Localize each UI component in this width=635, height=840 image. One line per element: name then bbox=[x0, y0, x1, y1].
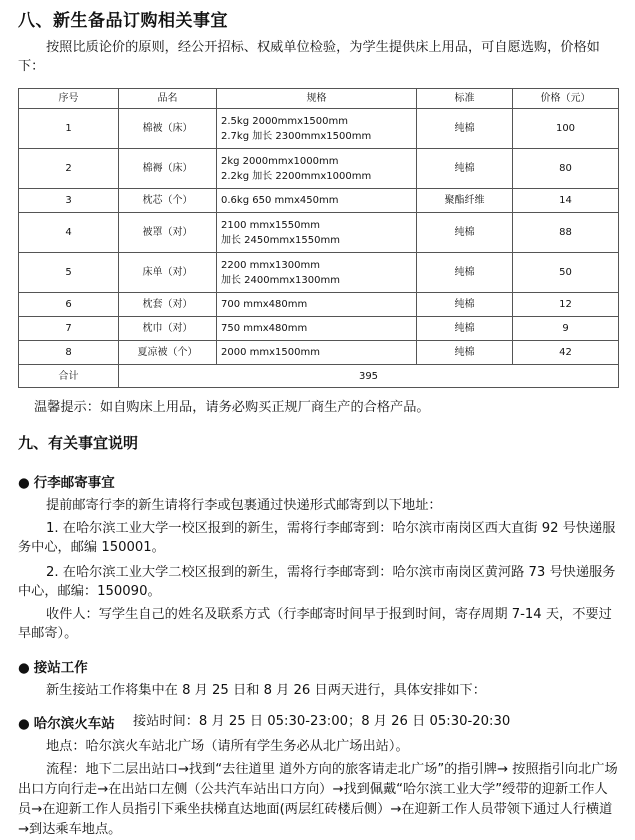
section-8-title: 八、新生备品订购相关事宜 bbox=[18, 11, 228, 31]
row-price: 12 bbox=[513, 293, 619, 317]
table-row bbox=[19, 189, 619, 213]
luggage-campus-2: 2. 在哈尔滨工业大学二校区报到的新生，需将行李邮寄到：哈尔滨市南岗区黄河路 73 号快递服务中心，邮编：150090。 bbox=[18, 565, 616, 599]
row-name: 被罩（对） bbox=[119, 213, 217, 253]
row-spec: 2100 mmx1550mm 加长 2450mmx1550mm bbox=[217, 213, 417, 253]
tip-text: 温馨提示：如自购床上用品，请务必购买正规厂商生产的合格产品。 bbox=[34, 400, 430, 415]
bullet-icon: ● bbox=[18, 475, 30, 491]
row-price: 100 bbox=[513, 109, 619, 149]
total-label: 合计 bbox=[19, 365, 119, 388]
row-price: 88 bbox=[513, 213, 619, 253]
header-no: 序号 bbox=[19, 89, 119, 109]
row-name: 枕套（对） bbox=[119, 293, 217, 317]
header-spec: 规格 bbox=[217, 89, 417, 109]
row-spec: 2000 mmx1500mm bbox=[217, 341, 417, 365]
row-no: 2 bbox=[19, 149, 119, 189]
row-no: 7 bbox=[19, 317, 119, 341]
table-header-row bbox=[19, 89, 619, 109]
goods-table bbox=[18, 88, 619, 388]
row-no: 3 bbox=[19, 189, 119, 213]
row-no: 6 bbox=[19, 293, 119, 317]
row-no: 8 bbox=[19, 341, 119, 365]
row-price: 9 bbox=[513, 317, 619, 341]
row-standard: 纯棉 bbox=[417, 341, 513, 365]
row-spec: 2200 mmx1300mm 加长 2400mmx1300mm bbox=[217, 253, 417, 293]
station-heading: ● 哈尔滨火车站 bbox=[18, 716, 115, 732]
row-name: 床单（对） bbox=[119, 253, 217, 293]
table-row bbox=[19, 253, 619, 293]
station-time: 接站时间：8 月 25 日 05:30-23:00；8 月 26 日 05:30-20:30 bbox=[133, 714, 511, 729]
table-row bbox=[19, 293, 619, 317]
luggage-heading: ● 行李邮寄事宜 bbox=[18, 475, 115, 491]
row-name: 棉被（床） bbox=[119, 109, 217, 149]
row-spec: 2.5kg 2000mmx1500mm 2.7kg 加长 2300mmx1500mm bbox=[217, 109, 417, 149]
row-standard: 纯棉 bbox=[417, 213, 513, 253]
luggage-intro: 提前邮寄行李的新生请将行李或包裹通过快递形式邮寄到以下地址： bbox=[46, 498, 442, 513]
bullet-icon: ● bbox=[18, 660, 30, 676]
row-spec: 0.6kg 650 mmx450mm bbox=[217, 189, 417, 213]
row-price: 80 bbox=[513, 149, 619, 189]
station-place: 地点：哈尔滨火车站北广场（请所有学生务必从北广场出站）。 bbox=[46, 739, 409, 754]
header-price: 价格（元） bbox=[513, 89, 619, 109]
table-row bbox=[19, 317, 619, 341]
row-name: 棉褥（床） bbox=[119, 149, 217, 189]
row-standard: 纯棉 bbox=[417, 109, 513, 149]
row-no: 5 bbox=[19, 253, 119, 293]
row-standard: 纯棉 bbox=[417, 293, 513, 317]
row-price: 14 bbox=[513, 189, 619, 213]
row-no: 1 bbox=[19, 109, 119, 149]
table-row bbox=[19, 109, 619, 149]
header-name: 品名 bbox=[119, 89, 217, 109]
row-spec: 700 mmx480mm bbox=[217, 293, 417, 317]
row-name: 枕芯（个） bbox=[119, 189, 217, 213]
station-flow: 流程：地下二层出站口→找到“去往道里 道外方向的旅客请走北广场”的指引牌→ 按照指引向北广场出口方向行走→在出站口左侧（公共汽车站出口方向）→找到佩戴“哈尔滨工业大学”绶带的迎新工作人员→在迎新工作人员指引下乘坐扶梯直达地面(两层红砖楼后侧）→在迎新工作人员带领下通过人行横道→到达乘车地点。 bbox=[18, 762, 618, 837]
row-standard: 聚酯纤维 bbox=[417, 189, 513, 213]
row-standard: 纯棉 bbox=[417, 253, 513, 293]
row-spec: 750 mmx480mm bbox=[217, 317, 417, 341]
table-row bbox=[19, 213, 619, 253]
table-row bbox=[19, 341, 619, 365]
luggage-recipient: 收件人：写学生自己的姓名及联系方式（行李邮寄时间早于报到时间，寄存周期 7-14 天，不要过早邮寄）。 bbox=[18, 607, 612, 641]
section-9-title: 九、有关事宜说明 bbox=[18, 434, 139, 452]
row-no: 4 bbox=[19, 213, 119, 253]
bullet-icon: ● bbox=[18, 716, 30, 732]
row-standard: 纯棉 bbox=[417, 149, 513, 189]
row-name: 夏凉被（个） bbox=[119, 341, 217, 365]
section-8-intro: 按照比质论价的原则，经公开招标、权威单位检验，为学生提供床上用品，可自愿选购，价格如下： bbox=[18, 40, 600, 74]
table-total-row bbox=[19, 365, 619, 388]
row-standard: 纯棉 bbox=[417, 317, 513, 341]
row-price: 50 bbox=[513, 253, 619, 293]
luggage-campus-1: 1. 在哈尔滨工业大学一校区报到的新生，需将行李邮寄到：哈尔滨市南岗区西大直街 92 号快递服务中心，邮编 150001。 bbox=[18, 521, 616, 555]
row-name: 枕巾（对） bbox=[119, 317, 217, 341]
pickup-intro: 新生接站工作将集中在 8 月 25 日和 8 月 26 日两天进行，具体安排如下： bbox=[46, 683, 486, 698]
row-price: 42 bbox=[513, 341, 619, 365]
header-standard: 标准 bbox=[417, 89, 513, 109]
row-spec: 2kg 2000mmx1000mm 2.2kg 加长 2200mmx1000mm bbox=[217, 149, 417, 189]
total-value: 395 bbox=[119, 365, 619, 388]
table-row bbox=[19, 149, 619, 189]
pickup-heading: ● 接站工作 bbox=[18, 660, 88, 676]
